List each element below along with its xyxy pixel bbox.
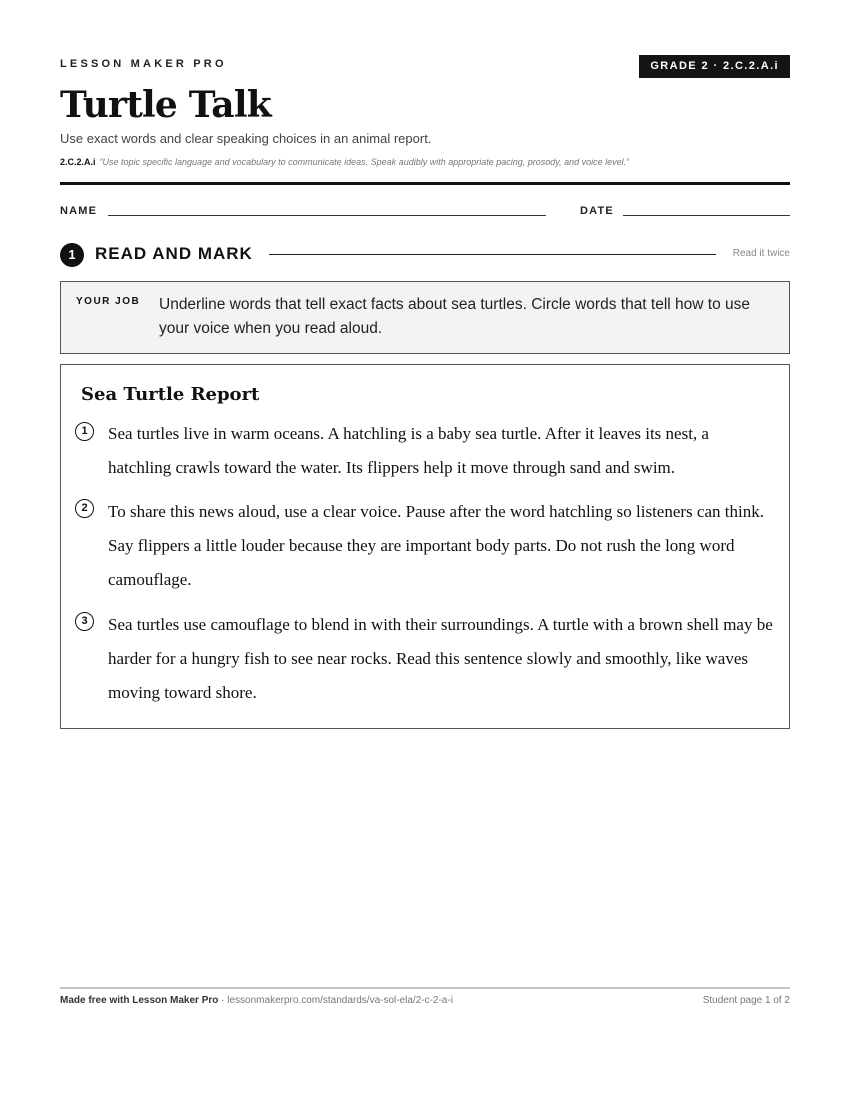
grade-badge: GRADE 2 · 2.C.2.A.i bbox=[639, 55, 790, 78]
page-title: Turtle Talk bbox=[60, 84, 271, 126]
your-job-text: Underline words that tell exact facts about sea turtles. Circle words that tell how to use your voice when you read aloud. bbox=[159, 296, 751, 337]
report-box bbox=[60, 364, 790, 729]
date-field[interactable] bbox=[623, 215, 790, 216]
your-job-box bbox=[60, 281, 790, 354]
paragraph-number-2: 2 bbox=[75, 499, 94, 518]
worksheet-page bbox=[60, 0, 790, 1100]
paragraph-2: To share this news aloud, use a clear voice. Pause after the word hatchling so listeners can think. Say flippers a little louder because they are important body parts. Do not rush the long word camouflage. bbox=[108, 502, 764, 589]
section-divider bbox=[269, 254, 716, 255]
page-subtitle: Use exact words and clear speaking choices in an animal report. bbox=[60, 131, 432, 146]
paragraph-1: Sea turtles live in warm oceans. A hatchling is a baby sea turtle. After it leaves its nest, a hatchling crawls toward the water. Its flippers help it move through sand and swim. bbox=[108, 424, 709, 477]
footer-credit bbox=[60, 995, 453, 1006]
standard-code: 2.C.2.A.i bbox=[60, 157, 96, 167]
section-number-badge: 1 bbox=[60, 243, 84, 267]
paragraph-number-3: 3 bbox=[75, 612, 94, 631]
name-label: NAME bbox=[60, 205, 98, 217]
your-job-label: YOUR JOB bbox=[76, 296, 141, 307]
header-divider bbox=[60, 182, 790, 185]
brand-name: LESSON MAKER PRO bbox=[60, 58, 227, 70]
footer-divider bbox=[60, 987, 790, 989]
date-label: DATE bbox=[580, 205, 614, 217]
standard-line bbox=[60, 157, 629, 167]
footer-made-with: Made free with Lesson Maker Pro bbox=[60, 995, 219, 1006]
name-field[interactable] bbox=[108, 215, 546, 216]
report-title: Sea Turtle Report bbox=[81, 384, 260, 405]
paragraph-3: Sea turtles use camouflage to blend in with their surroundings. A turtle with a brown shell may be harder for a hungry fish to see near rocks. Read this sentence slowly and smoothly, like waves moving toward shore. bbox=[108, 615, 773, 702]
paragraph-number-1: 1 bbox=[75, 422, 94, 441]
footer-url[interactable]: · lessonmakerpro.com/standards/va-sol-ela/2-c-2-a-i bbox=[218, 995, 453, 1006]
footer-page-number: Student page 1 of 2 bbox=[702, 995, 790, 1006]
standard-text: “Use topic specific language and vocabulary to communicate ideas. Speak audibly with appropriate pacing, prosody, and voice level.” bbox=[99, 157, 630, 167]
section-note: Read it twice bbox=[732, 248, 790, 259]
section-title: READ AND MARK bbox=[95, 244, 253, 263]
